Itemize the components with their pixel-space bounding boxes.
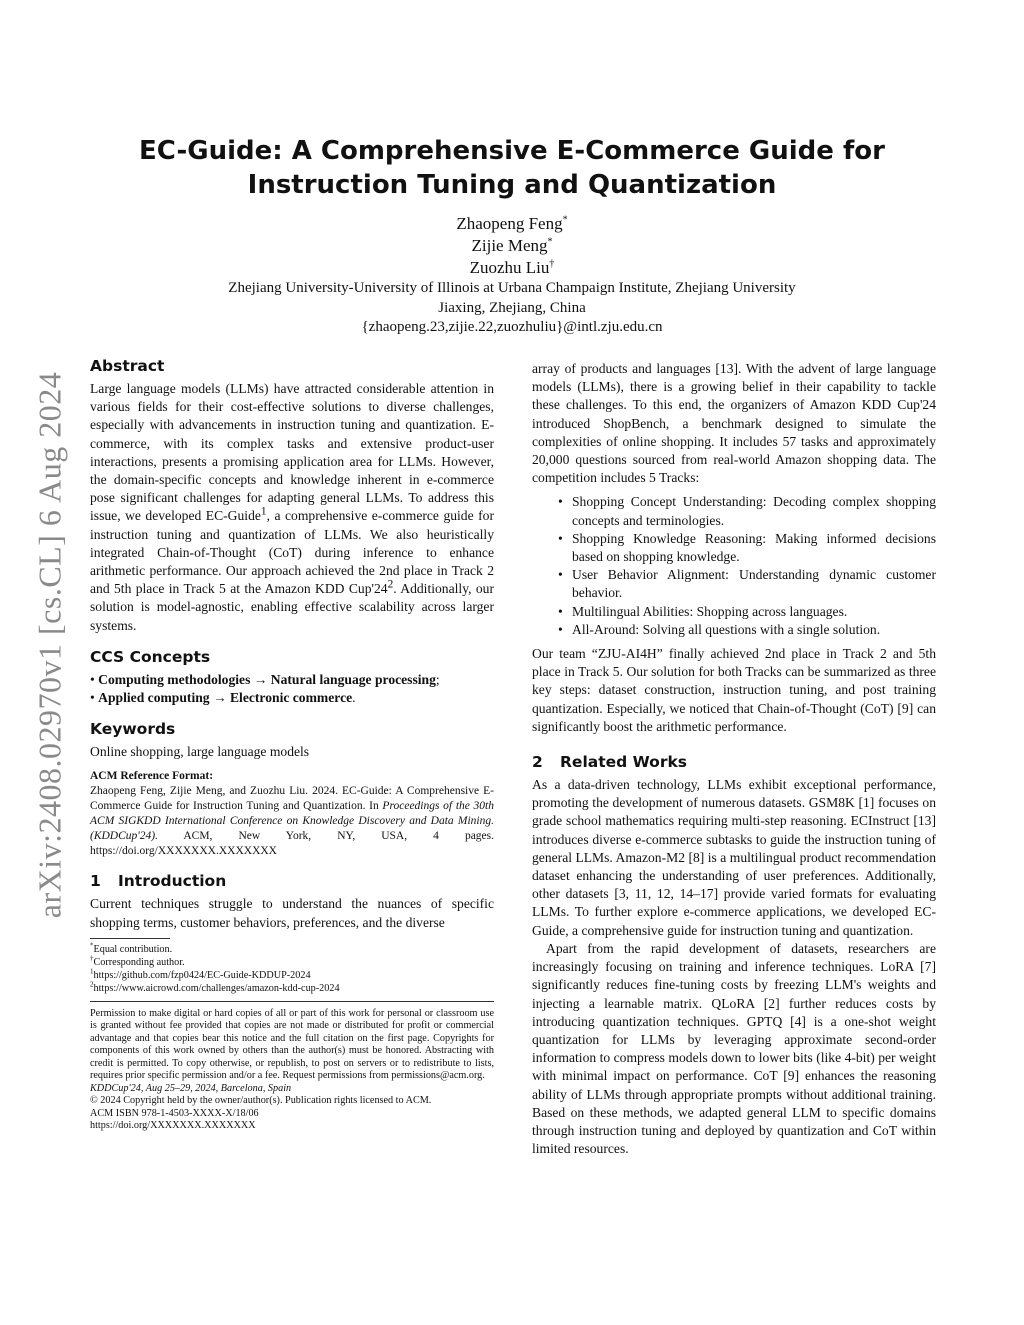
author-emails: {zhaopeng.23,zijie.22,zuozhuliu}@intl.zju.edu.cn — [361, 319, 663, 335]
author-mark: * — [547, 236, 553, 248]
right-column — [532, 360, 936, 1158]
keywords-heading: Keywords — [90, 720, 176, 739]
doi-link[interactable]: https://doi.org/XXXXXXX.XXXXXXX — [90, 1120, 256, 1132]
footnote-equal: *Equal contribution. — [90, 941, 173, 955]
footnote-aicrowd-link[interactable]: $^2$https://www.aicrowd.com/challenges/amazon-kdd-cup-2024 — [90, 980, 340, 994]
author-mark: † — [549, 258, 555, 270]
venue-line: KDDCup'24, Aug 25–29, 2024, Barcelona, Spain — [90, 1082, 292, 1094]
track-item: • Shopping Knowledge Reasoning: Making informed decisions based on shopping knowledge. — [572, 530, 936, 566]
permission-notice: Permission to make digital or hard copies of all or part of this work for personal or classroom use is granted without fee provided that copies are not made or distributed for profit or commercial advantage and that copies bear this notice and the full citation on the first page. Copyrights for components of this work owned by others than the author(s) must be honored. Abstracting with credit is permitted. To copy otherwise, or republish, to post on servers or to redistribute to lists, requires prior specific permission and/or a fee. Request permissions from permissions@acm.org. — [90, 1007, 494, 1082]
footnote-divider — [90, 938, 170, 939]
arxiv-id-text: arXiv:2408.02970v1 [cs.CL] 6 Aug 2024 — [31, 371, 68, 919]
acm-reference-heading: ACM Reference Format: — [90, 770, 214, 783]
related-works-p2: Apart from the rapid development of datasets, researchers are increasingly focusing on training and inference techniques. LoRA [7] significantly reduces fine-tuning costs by freezing LLM's weights and injecting a learnable matrix. QLoRA [2] further reduces costs by introducing quantization techniques. GPTQ [4] is a one-shot weight quantization for LLMs by leveraging approximate second-order information to compress models down to lower bits (like 4-bit) per weight with minimal impact on performance. CoT [9] enhances the reasoning ability of LLMs through appropriate prompts without additional training. Based on these methods, we adapted general LLM to specific domains through instruction tuning and deployed by quantization and CoT within limited resources. — [532, 940, 936, 1157]
track-item: • User Behavior Alignment: Understanding dynamic customer behavior. — [572, 566, 936, 602]
author-3: Zuozhu Liu† — [469, 258, 555, 277]
abstract-heading: Abstract — [90, 357, 165, 375]
introduction-heading: 1 Introduction — [90, 872, 227, 891]
author-2: Zijie Meng* — [471, 236, 553, 255]
introduction-text: Current techniques struggle to understand the nuances of specific shopping terms, customer behaviors, preferences, and the diverse — [90, 896, 494, 930]
affiliation-institute: Zhejiang University-University of Illinois at Urbana Champaign Institute, Zhejiang University — [228, 280, 796, 296]
related-works-heading: 2 Related Works — [532, 753, 688, 772]
ccs-heading: CCS Concepts — [90, 647, 211, 666]
author-mark: * — [562, 214, 568, 226]
tracks-list — [532, 493, 936, 639]
permission-divider — [90, 1001, 494, 1002]
keywords-text: Online shopping, large language models — [90, 744, 310, 760]
intro-continued-text: array of products and languages [13]. With the advent of large language models (LLMs), there is a growing belief in their capability to tackle these challenges. To this end, the organizers of Amazon KDD Cup'24 introduced ShopBench, a benchmark designed to simulate the complexities of online shopping. It includes 57 tasks and approximately 20,000 questions sourced from real-world Amazon shopping data. The competition includes 5 Tracks: — [532, 361, 936, 486]
track-item: • Multilingual Abilities: Shopping across languages. — [572, 603, 936, 621]
acm-reference-text: Zhaopeng Feng, Zijie Meng, and Zuozhu Liu. 2024. EC-Guide: A Comprehensive E-Commerce Guide for Instruction Tuning and Quantization. In Proceedings of the 30th ACM SIGKDD International Conference on Knowledge Discovery and Data Mining. (KDDCup'24). ACM, New York, NY, USA, 4 pages. https://doi.org/XXXXXXX.XXXXXXX — [90, 785, 495, 858]
isbn-line: ACM ISBN 978-1-4503-XXXX-X/18/06 — [90, 1107, 259, 1119]
related-works-p1: As a data-driven technology, LLMs exhibit exceptional performance, promoting the development of numerous datasets. GSM8K [1] focuses on grade school mathematics requiring multi-step reasoning. ECInstruct [13] introduces diverse e-commerce subtasks to guide the instruction tuning of general LLMs. Amazon-M2 [8] is a multilingual product recommendation dataset enhancing the understanding of user preferences. Additionally, other datasets [3, 11, 12, 14–17] provide varied formats for evaluating LLMs. To further explore e-commerce applications, we developed EC-Guide, a comprehensive guide for instruction tuning and quantization. — [532, 777, 936, 938]
ccs-concept-2: • Applied computing → Electronic commerce. — [90, 690, 356, 706]
paper-title: EC-Guide: A Comprehensive E-Commerce Guide for Instruction Tuning and Quantization — [139, 136, 885, 200]
footnote-ref-1[interactable]: 1 — [260, 505, 267, 518]
track-item: • All-Around: Solving all questions with a single solution. — [572, 621, 936, 639]
affiliation-location: Jiaxing, Zhejiang, China — [438, 299, 586, 316]
author-block — [80, 213, 944, 338]
team-result-text: Our team “ZJU-AI4H” finally achieved 2nd place in Track 2 and 5th place in Track 5. Our solution for both Tracks can be summarized as three key steps: dataset construction, instruction tuning, and post training quantization. Especially, we noticed that Chain-of-Thought (CoT) [9] can significantly boost the arithmetic performance. — [532, 646, 936, 734]
copyright-line: © 2024 Copyright held by the owner/author(s). Publication rights licensed to ACM. — [90, 1095, 432, 1107]
left-column — [90, 356, 494, 1133]
footnote-corresponding: †Corresponding author. — [90, 954, 185, 968]
footnote-github-link[interactable]: $^1$https://github.com/fzp0424/EC-Guide-KDDUP-2024 — [90, 967, 311, 981]
abstract-text: Large language models (LLMs) have attracted considerable attention in various fields for their cost-effective solutions to diverse challenges, especially with advancements in instruction tuning and quantization. E-commerce, with its complex tasks and extensive product-user interactions, presents a promising application area for LLMs. However, the domain-specific concepts and knowledge inherent in e-commerce pose significant challenges for adapting general LLMs. To address this issue, we developed EC-Guide$^1$, a comprehensive e-commerce guide for instruction tuning and quantization of LLMs. We also heuristically integrated Chain-of-Thought (CoT) during inference to enhance arithmetic performance. Our approach achieved the 2nd place in Track 2 and 5th place in Track 5 at the Amazon KDD $Cup'24^2$. Additionally, our solution is model-agnostic, enabling effective scalability across larger systems. — [90, 381, 494, 633]
track-item: • Shopping Concept Understanding: Decoding complex shopping concepts and terminologies. — [572, 493, 936, 529]
author-1: Zhaopeng Feng* — [456, 214, 568, 233]
ccs-concept-1: • Computing methodologies → Natural language processing; — [90, 671, 440, 687]
arxiv-side-stamp — [18, 360, 82, 930]
footnote-ref-2[interactable]: 2 — [387, 578, 394, 591]
